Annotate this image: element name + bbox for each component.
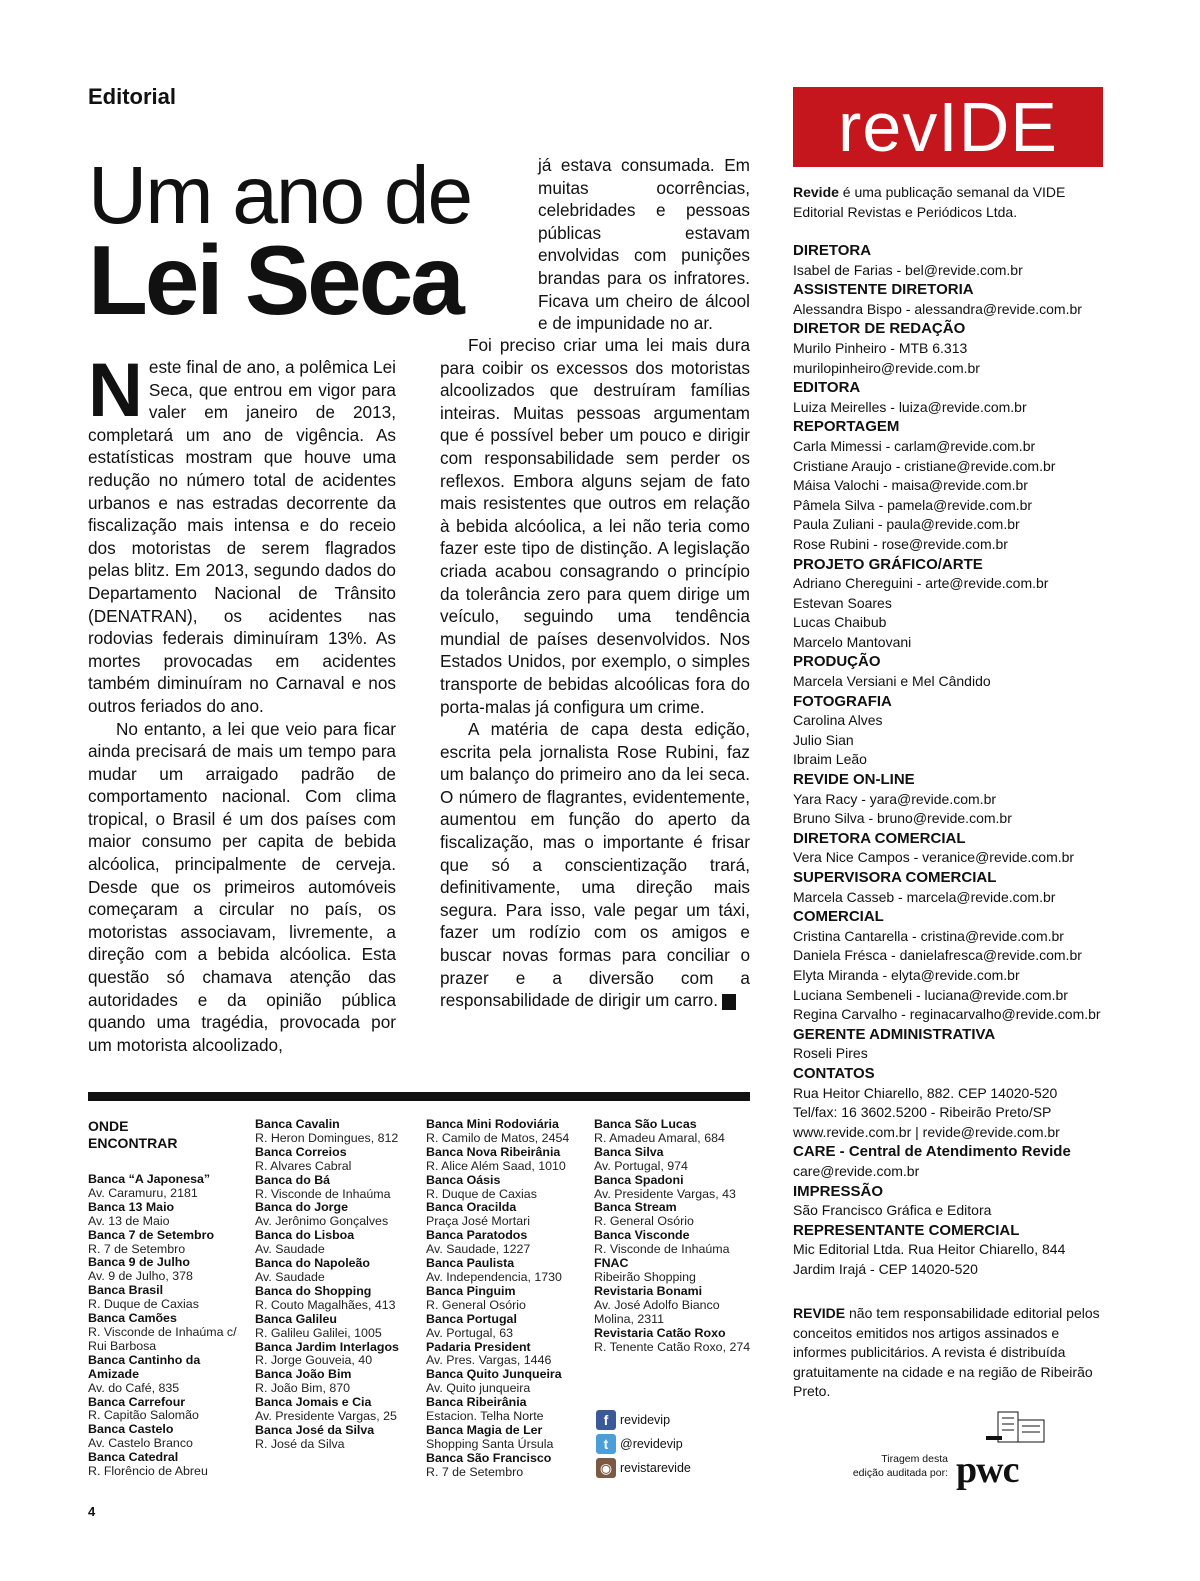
newsstand-list-column-3 — [426, 1118, 591, 1480]
newsstand-name: Banca Jomais e Cia — [255, 1395, 372, 1410]
article-paragraph-2: No entanto, a lei que veio para ficar ainda precisará de mais um tempo para mudar um arraigado padrão de comportamento nacional. Com clima tropical, o Brasil é um dos países com maior consumo per capita de bebida alcóolica, principalmente de cerveja. Desde que os primeiros automóveis começaram a circular no país, os motoristas associavam, livremente, a direção com a bebida alcóolica. Esta questão só chamava atenção das autoridades e da opinião pública quando uma tragédia, provocada por um motorista alcoolizado, — [88, 718, 396, 1055]
section-label: Editorial — [88, 84, 177, 109]
newsstand-name: Banca do Lisboa — [255, 1228, 355, 1243]
staff-role-title: DIRETORA COMERCIAL — [793, 829, 966, 847]
newsstand-name: Banca Carrefour — [88, 1394, 186, 1409]
social-instagram[interactable] — [596, 1456, 691, 1480]
newsstand-name: Banca Pinguim — [426, 1283, 516, 1298]
newsstand-address: Ribeirão Shopping — [594, 1269, 696, 1284]
staff-role-title: ASSISTENTE DIRETORIA — [793, 281, 974, 299]
newsstand-address: Av. Saudade — [255, 1269, 325, 1284]
staff-entry: Marcela Casseb - marcela@revide.com.br — [793, 888, 1056, 905]
newsstand-name: Banca Quito Junqueira — [426, 1367, 562, 1382]
twitter-icon: t — [596, 1434, 616, 1454]
where-to-find-title-line-1: ONDE — [88, 1118, 129, 1134]
masthead-intro-text: é uma publicação semanal da VIDE Editorial Revistas e Periódicos Ltda. — [793, 184, 1066, 220]
newsstand-list-column-4 — [594, 1118, 754, 1354]
newsstand-name: Banca “A Japonesa” — [88, 1172, 211, 1186]
disclaimer — [793, 1304, 1103, 1402]
staff-entry: www.revide.com.br | revide@revide.com.br — [793, 1123, 1060, 1140]
staff-role-title: PRODUÇÃO — [793, 653, 881, 671]
article-paragraph-1-text: este final de ano, a polêmica Lei Seca, que entrou em vigor para valer em janeiro de 2013, completará um ano de vigência. As estatísticas mostram que houve uma redução no número total de acidentes urbanos e nas estradas decorrente da fiscalização mais intensa e do receio dos motoristas de serem flagrados pelas blitz. Em 2013, segundo dados do Departamento Nacional de Trânsito (DENATRAN), os acidentes nas rodovias federais diminuíram 13%. As mortes provocadas em acidentes também diminuíram no Carnaval e nos outros feriados do ano. — [88, 357, 396, 716]
newsstand-name: Banca do Bá — [255, 1172, 331, 1187]
newsstand-address: R. Galileu Galilei, 1005 — [255, 1325, 382, 1340]
audit-note-line-1: Tiragem desta — [881, 1453, 948, 1465]
newsstand-name: Banca Nova Ribeirânia — [426, 1144, 561, 1159]
newsstand-name: Banca Paratodos — [426, 1228, 528, 1243]
newsstand-name: Padaria President — [426, 1339, 531, 1354]
staff-entry: Vera Nice Campos - veranice@revide.com.br — [793, 849, 1075, 866]
where-to-find-title-line-2: ENCONTRAR — [88, 1135, 178, 1151]
staff-entry: Yara Racy - yara@revide.com.br — [793, 790, 997, 807]
newsstand-name: Banca Mini Rodoviária — [426, 1117, 559, 1131]
headline-line-2: Lei Seca — [88, 225, 462, 335]
newsstand-name: Banca do Shopping — [255, 1283, 372, 1298]
newsstand-name: Banca Magia de Ler — [426, 1422, 543, 1437]
staff-entry: Jardim Irajá - CEP 14020-520 — [793, 1260, 978, 1277]
staff-entry: Rua Heitor Chiarello, 882. CEP 14020-520 — [793, 1084, 1058, 1101]
newsstand-address: R. Alice Além Saad, 1010 — [426, 1158, 566, 1173]
newsstand-name: Banca Cantinho da Amizade — [88, 1352, 201, 1381]
newsstand-name: Banca Galileu — [255, 1311, 337, 1326]
disclaimer-brand: REVIDE — [793, 1305, 846, 1321]
newsstand-name: Banca 9 de Julho — [88, 1255, 190, 1270]
newsstand-address: R. Visconde de Inhaúma — [594, 1242, 730, 1257]
newsstand-name: Banca Castelo — [88, 1422, 174, 1437]
newsstand-address: R. Alvares Cabral — [255, 1158, 352, 1173]
section-divider — [88, 1092, 750, 1101]
staff-entry: Isabel de Farias - bel@revide.com.br — [793, 261, 1023, 278]
staff-entry: care@revide.com.br — [793, 1162, 920, 1179]
newsstand-address: R. José da Silva — [255, 1436, 345, 1451]
social-links — [596, 1408, 691, 1480]
newsstand-name: Banca Silva — [594, 1144, 664, 1159]
newsstand-address: Av. Pres. Vargas, 1446 — [426, 1353, 552, 1368]
pwc-building-icon — [956, 1410, 1056, 1450]
pwc-logo — [956, 1410, 1056, 1490]
newsstand-name: Banca do Napoleão — [255, 1256, 370, 1271]
staff-entry: Rose Rubini - rose@revide.com.br — [793, 535, 1008, 552]
staff-role-title: COMERCIAL — [793, 908, 884, 926]
newsstand-name: Banca Oracilda — [426, 1200, 517, 1215]
newsstand-name: Banca Camões — [88, 1311, 177, 1326]
staff-entry: Julio Sian — [793, 731, 854, 748]
newsstand-address: Av. Jerônimo Gonçalves — [255, 1214, 389, 1229]
article-paragraph-4 — [440, 718, 755, 1012]
newsstand-address: Av. Castelo Branco — [88, 1436, 193, 1451]
newsstand-address: Shopping Santa Úrsula — [426, 1436, 554, 1451]
drop-cap: N — [88, 348, 143, 433]
newsstand-address: R. Heron Domingues, 812 — [255, 1130, 399, 1145]
revide-logo-text: revIDE — [838, 88, 1058, 166]
newsstand-address: R. General Osório — [594, 1214, 694, 1229]
newsstand-address: Av. Quito junqueira — [426, 1381, 531, 1396]
newsstand-address: R. Duque de Caxias — [426, 1186, 537, 1201]
staff-entry: Elyta Miranda - elyta@revide.com.br — [793, 966, 1020, 983]
masthead-intro-brand: Revide — [793, 184, 839, 200]
pwc-logo-text: pwc — [956, 1449, 1019, 1491]
newsstand-address: R. Florêncio de Abreu — [88, 1464, 208, 1479]
staff-entry: Carolina Alves — [793, 712, 883, 729]
newsstand-address: Av. Portugal, 63 — [426, 1325, 514, 1340]
newsstand-name: FNAC — [594, 1256, 629, 1271]
audit-note — [840, 1452, 948, 1480]
newsstand-list-column-2 — [255, 1118, 420, 1452]
newsstand-address: Estacion. Telha Norte — [426, 1409, 544, 1424]
newsstand-address: R. Capitão Salomão — [88, 1408, 199, 1423]
newsstand-name: Banca Brasil — [88, 1283, 164, 1298]
facebook-icon: f — [596, 1410, 616, 1430]
newsstand-name: Banca João Bim — [255, 1367, 352, 1382]
instagram-icon: ◉ — [596, 1458, 616, 1478]
newsstand-address: Av. 9 de Julho, 378 — [88, 1269, 193, 1284]
audit-note-line-2: edição auditada por: — [852, 1467, 948, 1479]
newsstand-address: Av. Presidente Vargas, 25 — [255, 1409, 397, 1424]
newsstand-name: Banca Oásis — [426, 1172, 501, 1187]
newsstand-address: Av. Saudade, 1227 — [426, 1242, 531, 1257]
newsstand-address: Av. 13 de Maio — [88, 1213, 170, 1228]
staff-entry: Murilo Pinheiro - MTB 6.313 — [793, 339, 968, 356]
newsstand-address: Av. do Café, 835 — [88, 1380, 180, 1395]
newsstand-address: R. Visconde de Inhaúma c/ Rui Barbosa — [88, 1324, 237, 1353]
end-mark-icon: r — [722, 994, 736, 1010]
staff-entry: Mic Editorial Ltda. Rua Heitor Chiarello, 844 — [793, 1241, 1066, 1258]
staff-role-title: PROJETO GRÁFICO/ARTE — [793, 555, 983, 573]
article-paragraph-continuation: já estava consumada. Em muitas ocorrências, celebridades e pessoas públicas estavam envolvidas com punições brandas para os infratores. Ficava um cheiro de álcool e de impunidade no ar. — [538, 155, 750, 334]
newsstand-address: R. Jorge Gouveia, 40 — [255, 1353, 373, 1368]
staff-role-title: CARE - Central de Atendimento Revide — [793, 1143, 1071, 1161]
disclaimer-text: não tem responsabilidade editorial pelos conceitos emitidos nos artigos assinados e informes publicitários. A revista é distribuída gratuitamente na cidade e na região de Ribeirão Preto. — [793, 1305, 1100, 1400]
staff-role-title: DIRETORA — [793, 242, 872, 259]
article-column-1 — [88, 348, 396, 1056]
article-paragraph-3: Foi preciso criar uma lei mais dura para coibir os excessos dos motoristas alcoolizados que destruíram famílias inteiras. Muitas pessoas argumentam que é possível beber um pouco e dirigir com responsabilidade sem perder os reflexos. Embora alguns sejam de fato mais resistentes que outros em relação à bebida alcóolica, a lei não teria como fazer este tipo de distinção. A legislação criada acabou consagrando o princípio da tolerância zero para quem dirige um veículo, seguindo uma tendência mundial de países desenvolvidos. Nos Estados Unidos, por exemplo, o simples transporte de bebidas alcoólicas fora do porta-malas já configura um crime. — [440, 335, 750, 717]
staff-entry: Marcelo Mantovani — [793, 633, 912, 650]
staff-role-title: REPRESENTANTE COMERCIAL — [793, 1221, 1020, 1239]
newsstand-list-column-1 — [88, 1173, 248, 1479]
social-twitter[interactable] — [596, 1432, 691, 1456]
newsstand-name: Banca São Francisco — [426, 1450, 552, 1465]
newsstand-address: Av. José Adolfo Bianco Molina, 2311 — [594, 1297, 720, 1326]
where-to-find-title — [88, 1118, 177, 1152]
staff-role-title: CONTATOS — [793, 1064, 875, 1082]
newsstand-name: Banca Cavalin — [255, 1117, 340, 1131]
newsstand-address: R. Tenente Catão Roxo, 274 — [594, 1339, 751, 1354]
newsstand-name: Banca Correios — [255, 1144, 347, 1159]
newsstand-address: Av. Caramuru, 2181 — [88, 1185, 198, 1200]
social-facebook-label: revidevip — [620, 1413, 671, 1427]
newsstand-address: Av. Independencia, 1730 — [426, 1269, 562, 1284]
staff-role-title: REVIDE ON-LINE — [793, 771, 915, 789]
staff-list — [793, 241, 1113, 1279]
staff-entry: murilopinheiro@revide.com.br — [793, 359, 980, 376]
newsstand-name: Banca do Jorge — [255, 1200, 348, 1215]
headline-line-1: Um ano de — [88, 150, 472, 241]
newsstand-address: R. Camilo de Matos, 2454 — [426, 1130, 570, 1145]
newsstand-name: Banca 13 Maio — [88, 1199, 175, 1214]
staff-entry: Adriano Chereguini - arte@revide.com.br — [793, 575, 1049, 592]
newsstand-name: Banca 7 de Setembro — [88, 1227, 215, 1242]
newsstand-name: Banca Visconde — [594, 1228, 690, 1243]
newsstand-name: Banca São Lucas — [594, 1117, 697, 1131]
newsstand-address: R. Amadeu Amaral, 684 — [594, 1130, 725, 1145]
newsstand-address: Av. Presidente Vargas, 43 — [594, 1186, 736, 1201]
staff-entry: Alessandra Bispo - alessandra@revide.com.br — [793, 300, 1082, 317]
staff-entry: Pâmela Silva - pamela@revide.com.br — [793, 496, 1033, 513]
newsstand-name: Revistaria Bonami — [594, 1283, 703, 1298]
newsstand-address: R. Visconde de Inhaúma — [255, 1186, 391, 1201]
newsstand-name: Banca Portugal — [426, 1311, 517, 1326]
newsstand-address: R. 7 de Setembro — [88, 1241, 186, 1256]
social-facebook[interactable] — [596, 1408, 691, 1432]
newsstand-name: Banca José da Silva — [255, 1422, 375, 1437]
staff-entry: Luciana Sembeneli - luciana@revide.com.br — [793, 986, 1068, 1003]
page-number: 4 — [88, 1504, 96, 1519]
social-twitter-label: @revidevip — [620, 1437, 683, 1451]
article-column-2 — [440, 334, 755, 1012]
newsstand-address: R. Duque de Caxias — [88, 1297, 199, 1312]
staff-entry: Luiza Meirelles - luiza@revide.com.br — [793, 398, 1027, 415]
article-paragraph-1 — [88, 348, 396, 718]
staff-role-title: FOTOGRAFIA — [793, 692, 892, 710]
newsstand-address: R. Couto Magalhães, 413 — [255, 1297, 396, 1312]
staff-entry: Cristina Cantarella - cristina@revide.com.br — [793, 927, 1064, 944]
newsstand-name: Banca Catedral — [88, 1450, 179, 1465]
article-column-top — [538, 154, 750, 335]
newsstand-address: Praça José Mortari — [426, 1214, 530, 1229]
newsstand-name: Revistaria Catão Roxo — [594, 1325, 726, 1340]
staff-role-title: REPORTAGEM — [793, 418, 900, 436]
staff-entry: Marcela Versiani e Mel Cândido — [793, 673, 991, 690]
staff-entry: Carla Mimessi - carlam@revide.com.br — [793, 437, 1036, 454]
article-paragraph-4-text: A matéria de capa desta edição, escrita pela jornalista Rose Rubini, faz um balanço do primeiro ano da lei seca. O número de flagrantes, evidentemente, aumentou em função do aperto da fiscalização, mas o importante é frisar que só a conscientização trará, definitivamente, uma direção mais segura. Para isso, vale pegar um táxi, fazer um rodízio com os amigos e buscar novas formas para conciliar o prazer e a diversão com a responsabilidade de dirigir um carro. — [440, 719, 750, 1011]
staff-entry: Cristiane Araujo - cristiane@revide.com.br — [793, 457, 1056, 474]
staff-entry: Bruno Silva - bruno@revide.com.br — [793, 810, 1012, 827]
staff-entry: Regina Carvalho - reginacarvalho@revide.com.br — [793, 1006, 1101, 1023]
staff-role-title: DIRETOR DE REDAÇÃO — [793, 320, 966, 338]
staff-entry: Lucas Chaibub — [793, 614, 887, 631]
staff-entry: Máisa Valochi - maisa@revide.com.br — [793, 477, 1028, 494]
newsstand-address: R. 7 de Setembro — [426, 1464, 524, 1479]
newsstand-name: Banca Jardim Interlagos — [255, 1339, 399, 1354]
revide-logo — [793, 87, 1103, 167]
staff-entry: Ibraim Leão — [793, 751, 867, 768]
staff-entry: São Francisco Gráfica e Editora — [793, 1202, 992, 1219]
newsstand-address: Av. Saudade — [255, 1242, 325, 1257]
staff-role-title: EDITORA — [793, 379, 861, 397]
staff-entry: Roseli Pires — [793, 1045, 868, 1062]
staff-entry: Daniela Frésca - danielafresca@revide.com.br — [793, 947, 1082, 964]
newsstand-address: R. General Osório — [426, 1297, 526, 1312]
staff-role-title: SUPERVISORA COMERCIAL — [793, 869, 997, 886]
staff-entry: Paula Zuliani - paula@revide.com.br — [793, 516, 1020, 533]
newsstand-address: Av. Portugal, 974 — [594, 1158, 688, 1173]
newsstand-name: Banca Paulista — [426, 1256, 515, 1271]
staff-entry: Tel/fax: 16 3602.5200 - Ribeirão Preto/SP — [793, 1104, 1052, 1121]
newsstand-name: Banca Spadoni — [594, 1172, 684, 1187]
newsstand-name: Banca Ribeirânia — [426, 1395, 527, 1410]
newsstand-address: R. João Bim, 870 — [255, 1381, 351, 1396]
staff-role-title: IMPRESSÃO — [793, 1182, 884, 1200]
masthead-intro — [793, 183, 1103, 222]
newsstand-name: Banca Stream — [594, 1200, 677, 1215]
staff-role-title: GERENTE ADMINISTRATIVA — [793, 1025, 996, 1043]
social-instagram-label: revistarevide — [620, 1461, 691, 1475]
staff-entry: Estevan Soares — [793, 594, 892, 611]
